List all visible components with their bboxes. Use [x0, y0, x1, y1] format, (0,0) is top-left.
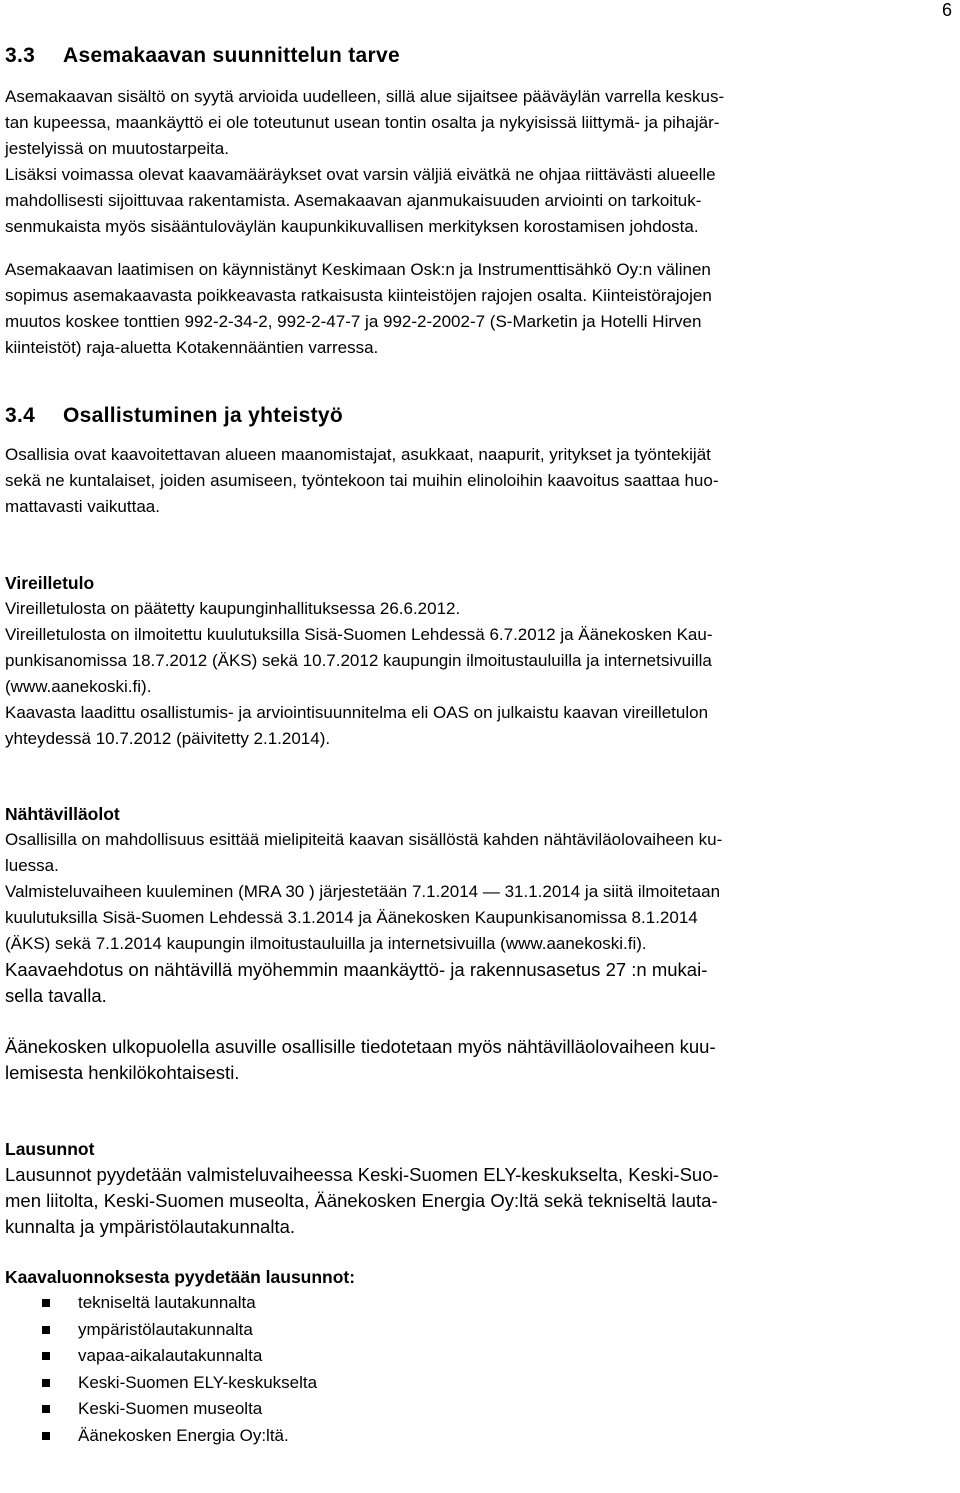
square-bullet-icon: [42, 1379, 50, 1387]
section-title: Osallistuminen ja yhteistyö: [63, 404, 344, 427]
text-line: sopimus asemakaavasta poikkeavasta ratkaisusta kiinteistöjen rajojen osalta. Kiinteistörajojen: [5, 286, 712, 305]
text-line: Lausunnot pyydetään valmisteluvaiheessa Keski-Suomen ELY-keskukselta, Keski-Suo-: [5, 1164, 719, 1185]
lausunnot-section: [5, 1136, 951, 1240]
square-bullet-icon: [42, 1326, 50, 1334]
list-item: [5, 1423, 951, 1450]
kaavaluonnos-heading: Kaavaluonnoksesta pyydetään lausunnot:: [5, 1267, 356, 1287]
text-line: Äänekosken ulkopuolella asuville osallisille tiedotetaan myös nähtävilläolovaiheen kuu-: [5, 1036, 716, 1057]
section-3-4-paragraph-1: [5, 442, 951, 520]
list-item: [5, 1290, 951, 1317]
list-item: [5, 1317, 951, 1344]
vireilletulo-section: [5, 570, 951, 752]
square-bullet-icon: [42, 1405, 50, 1413]
square-bullet-icon: [42, 1299, 50, 1307]
list-item: [5, 1370, 951, 1397]
list-item-text: ympäristölautakunnalta: [78, 1319, 253, 1339]
text-line: luessa.: [5, 856, 59, 875]
text-line: lemisesta henkilökohtaisesti.: [5, 1062, 240, 1083]
lausunnot-heading: Lausunnot: [5, 1139, 95, 1159]
text-line: senmukaista myös sisääntuloväylän kaupunkikuvallisen merkityksen korostamisen johdosta.: [5, 217, 699, 236]
section-3-3-heading: [5, 44, 951, 68]
text-line: muutos koskee tonttien 992-2-34-2, 992-2-47-7 ja 992-2-2002-7 (S-Marketin ja Hotelli Hirven: [5, 312, 702, 331]
text-line: jestelyissä on muutostarpeita.: [5, 139, 229, 158]
square-bullet-icon: [42, 1432, 50, 1440]
section-number: 3.3: [5, 44, 36, 67]
section-title: Asemakaavan suunnittelun tarve: [63, 44, 400, 67]
text-line: Osallisilla on mahdollisuus esittää mielipiteitä kaavan sisällöstä kahden nähtäviläolovaiheen ku-: [5, 830, 723, 849]
text-line: Osallisia ovat kaavoitettavan alueen maanomistajat, asukkaat, naapurit, yritykset ja työntekijät: [5, 445, 711, 464]
section-3-3-paragraph-2: [5, 257, 951, 361]
document-body: [5, 44, 951, 1449]
text-line: Kaavasta laadittu osallistumis- ja arviointisuunnitelma eli OAS on julkaistu kaavan vireilletulon: [5, 703, 709, 722]
nahtavillaolot-heading: Nähtävilläolot: [5, 804, 120, 824]
list-item-text: Keski-Suomen museolta: [78, 1399, 263, 1418]
section-number: 3.4: [5, 404, 36, 427]
page-number: 6: [941, 0, 952, 20]
vireilletulo-heading: Vireilletulo: [5, 573, 95, 593]
text-line: (ÄKS) sekä 7.1.2014 kaupungin ilmoitustauluilla ja internetsivuilla (www.aanekoski.fi).: [5, 934, 647, 953]
text-line: Valmisteluvaiheen kuuleminen (MRA 30 ) järjestetään 7.1.2014 — 31.1.2014 ja siitä ilmoitetaan: [5, 882, 721, 901]
text-line: kunnalta ja ympäristölautakunnalta.: [5, 1216, 296, 1237]
text-line: Asemakaavan laatimisen on käynnistänyt Keskimaan Osk:n ja Instrumenttisähkö Oy:n välinen: [5, 260, 711, 279]
lausunto-list: [5, 1290, 951, 1449]
text-line: Kaavaehdotus on nähtävillä myöhemmin maankäyttö- ja rakennusasetus 27 :n mukai-: [5, 959, 708, 980]
text-line: sekä ne kuntalaiset, joiden asumiseen, työntekoon tai muihin elinoloihin kaavoitus saattaa huo-: [5, 471, 719, 490]
kaavaluonnos-section: [5, 1264, 951, 1449]
text-line: tan kupeessa, maankäyttö ei ole toteutunut usean tontin osalta ja nykyisissä liittymä- ja pihajär-: [5, 113, 720, 132]
nahtavillaolot-section: [5, 801, 951, 1009]
text-line: Asemakaavan sisältö on syytä arvioida uudelleen, sillä alue sijaitsee pääväylän varrella keskus-: [5, 87, 725, 106]
section-3-3-paragraph-1: [5, 84, 951, 240]
text-line: punkisanomissa 18.7.2012 (ÄKS) sekä 10.7.2012 kaupungin ilmoitustauluilla ja internetsivuilla: [5, 651, 712, 670]
text-line: Lisäksi voimassa olevat kaavamääräykset ovat varsin väljiä eivätkä ne ohjaa riittävästi alueelle: [5, 165, 716, 184]
section-3-4-heading: [5, 404, 951, 428]
list-item-text: Keski-Suomen ELY-keskukselta: [78, 1372, 318, 1392]
text-line: Vireilletulosta on ilmoitettu kuulutuksilla Sisä-Suomen Lehdessä 6.7.2012 ja Äänekosken Kau-: [5, 625, 713, 644]
text-line: mahdollisesti sijoittuvaa rakentamista. Asemakaavan ajanmukaisuuden arviointi on tarkoituk-: [5, 191, 702, 210]
list-item-text: vapaa-aikalautakunnalta: [78, 1346, 263, 1365]
text-line: men liitolta, Keski-Suomen museolta, Äänekosken Energia Oy:ltä sekä tekniseltä lauta-: [5, 1190, 718, 1211]
text-line: Vireilletulosta on päätetty kaupunginhallituksessa 26.6.2012.: [5, 599, 461, 618]
list-item: [5, 1343, 951, 1370]
text-line: kiinteistöt) raja-aluetta Kotakennääntien varressa.: [5, 338, 379, 357]
list-item-text: Äänekosken Energia Oy:ltä.: [78, 1425, 289, 1445]
nahtavillaolot-notice: [5, 1034, 951, 1086]
text-line: (www.aanekoski.fi).: [5, 677, 152, 696]
text-line: mattavasti vaikuttaa.: [5, 497, 160, 516]
list-item-text: tekniseltä lautakunnalta: [78, 1293, 256, 1312]
text-line: yhteydessä 10.7.2012 (päivitetty 2.1.2014).: [5, 729, 331, 748]
square-bullet-icon: [42, 1352, 50, 1360]
text-line: sella tavalla.: [5, 985, 107, 1006]
list-item: [5, 1396, 951, 1423]
text-line: kuulutuksilla Sisä-Suomen Lehdessä 3.1.2014 ja Äänekosken Kaupunkisanomissa 8.1.2014: [5, 908, 698, 927]
